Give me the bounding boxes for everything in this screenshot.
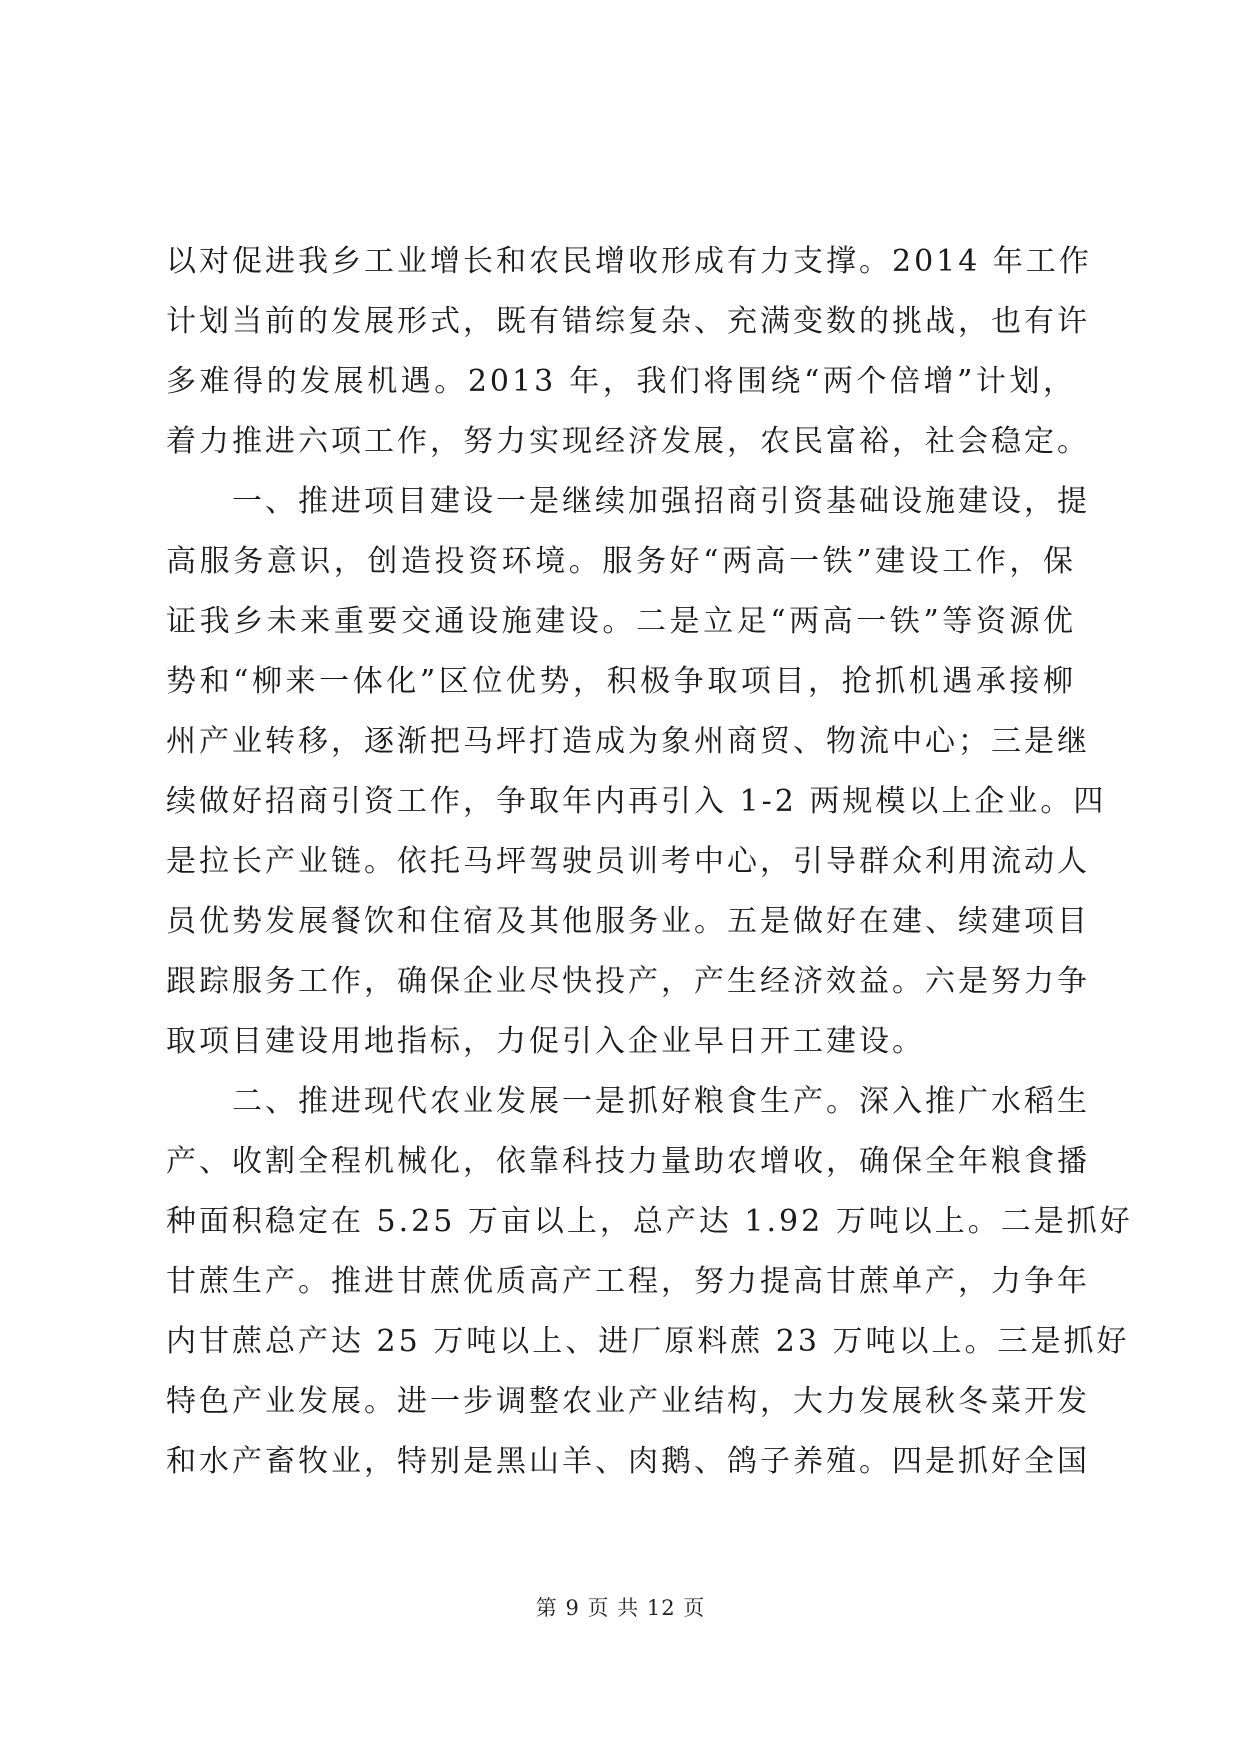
paragraph-2-line-7: 是拉长产业链。依托马坪驾驶员训考中心，引导群众利用流动人 [166, 844, 1090, 879]
paragraph-3-line-7: 和水产畜牧业，特别是黑山羊、肉鹅、鸽子养殖。四是抓好全国 [166, 1444, 1090, 1479]
paragraph-2-line-3: 证我乡未来重要交通设施建设。二是立足“两高一铁”等资源优 [166, 604, 1076, 639]
paragraph-3-line-1: 二、推进现代农业发展一是抓好粮食生产。深入推广水稻生 [232, 1084, 1090, 1119]
paragraph-3-line-4: 甘蔗生产。推进甘蔗优质高产工程，努力提高甘蔗单产，力争年 [166, 1264, 1090, 1299]
paragraph-3-line-3: 种面积稳定在 5.25 万亩以上，总产达 1.92 万吨以上。二是抓好 [166, 1204, 1133, 1239]
paragraph-3-line-2: 产、收割全程机械化，依靠科技力量助农增收，确保全年粮食播 [166, 1144, 1090, 1179]
body-text [166, 232, 1133, 1492]
paragraph-1-line-3: 多难得的发展机遇。2013 年，我们将围绕“两个倍增”计划， [166, 364, 1076, 399]
paragraph-1-line-2: 计划当前的发展形式，既有错综复杂、充满变数的挑战，也有许 [166, 304, 1090, 339]
paragraph-2-line-4: 势和“柳来一体化”区位优势，积极争取项目，抢抓机遇承接柳 [166, 664, 1076, 699]
paragraph-2-line-5: 州产业转移，逐渐把马坪打造成为象州商贸、物流中心；三是继 [166, 724, 1090, 759]
paragraph-2-line-9: 跟踪服务工作，确保企业尽快投产，产生经济效益。六是努力争 [166, 964, 1090, 999]
paragraph-2-line-8: 员优势发展餐饮和住宿及其他服务业。五是做好在建、续建项目 [166, 904, 1090, 939]
paragraph-2-line-10: 取项目建设用地指标，力促引入企业早日开工建设。 [166, 1024, 925, 1059]
paragraph-3-line-6: 特色产业发展。进一步调整农业产业结构，大力发展秋冬菜开发 [166, 1384, 1090, 1419]
paragraph-2-line-2: 高服务意识，创造投资环境。服务好“两高一铁”建设工作，保 [166, 544, 1076, 579]
paragraph-1-line-1: 以对促进我乡工业增长和农民增收形成有力支撑。2014 年工作 [166, 244, 1092, 279]
paragraph-1-line-4: 着力推进六项工作，努力实现经济发展，农民富裕，社会稳定。 [166, 424, 1090, 459]
paragraph-3-line-5: 内甘蔗总产达 25 万吨以上、进厂原料蔗 23 万吨以上。三是抓好 [166, 1324, 1130, 1359]
page-number-footer: 第 9 页 共 12 页 [535, 1596, 706, 1620]
paragraph-2-line-6: 续做好招商引资工作，争取年内再引入 1-2 两规模以上企业。四 [166, 784, 1107, 819]
paragraph-2-line-1: 一、推进项目建设一是继续加强招商引资基础设施建设，提 [232, 484, 1090, 519]
